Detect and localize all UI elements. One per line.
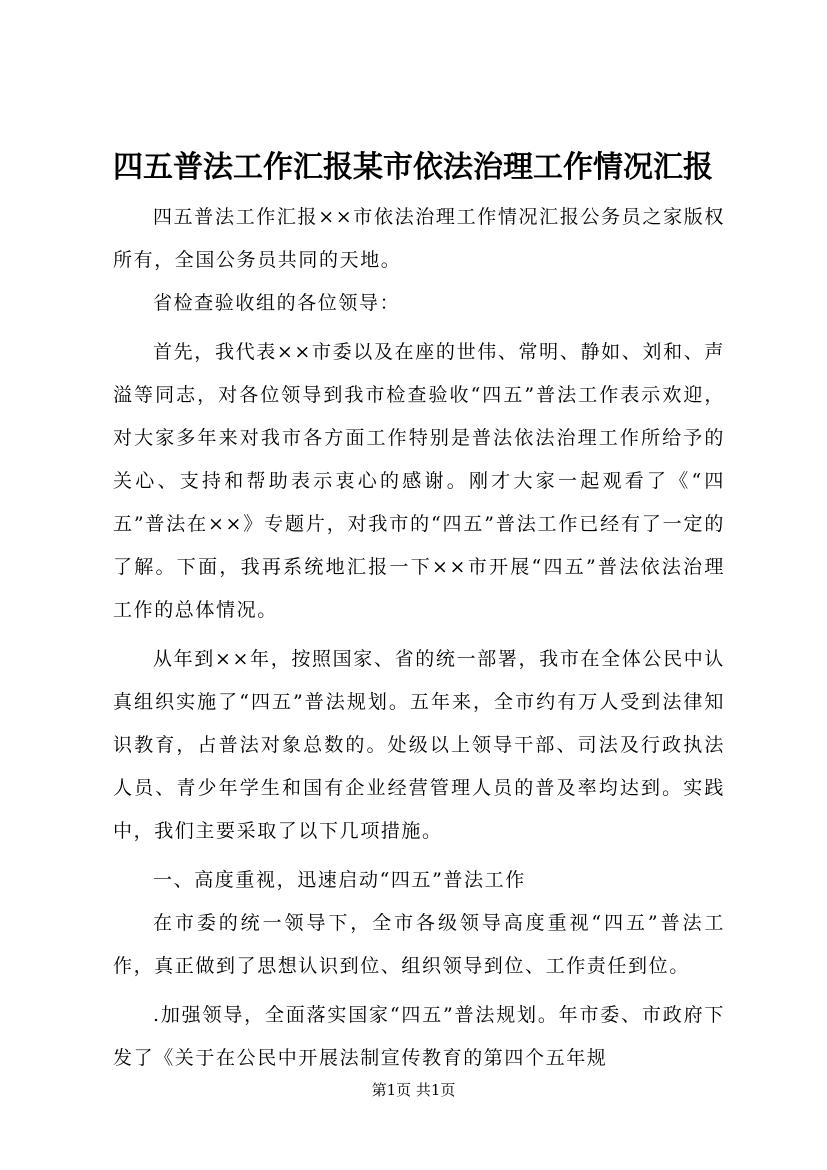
section-heading-one: 一、高度重视，迅速启动“四五”普法工作 bbox=[153, 869, 526, 891]
paragraph-intro: 四五普法工作汇报××市依法治理工作情况汇报公务员之家版权所有，全国公务员共同的天地。 bbox=[113, 206, 725, 271]
paragraph-welcome: 首先，我代表××市委以及在座的世伟、常明、静如、刘和、声溢等同志，对各位领导到我市检查验收“四五”普法工作表示欢迎，对大家多年来对我市各方面工作特别是普法依法治理工作所给予的关心、支持和帮助表示衷心的感谢。刚才大家一起观看了《“四五”普法在××》专题片，对我市的“四五”普法工作已经有了一定的了解。下面，我再系统地汇报一下××市开展“四五”普法依法治理工作的总体情况。 bbox=[113, 341, 725, 621]
document-body bbox=[113, 196, 725, 1086]
paragraph-overview: 从年到××年，按照国家、省的统一部署，我市在全体公民中认真组织实施了“四五”普法规划。五年来，全市约有万人受到法律知识教育，占普法对象总数的。处级以上领导干部、司法及行政执法人员、青少年学生和国有企业经营管理人员的普及率均达到。实践中，我们主要采取了以下几项措施。 bbox=[113, 648, 725, 842]
paragraph-leadership: 在市委的统一领导下，全市各级领导高度重视“四五”普法工作，真正做到了思想认识到位、组织领导到位、工作责任到位。 bbox=[113, 912, 725, 977]
paragraph-plan: .加强领导，全面落实国家“四五”普法规划。年市委、市政府下发了《关于在公民中开展法制宣传教育的第四个五年规 bbox=[113, 1004, 725, 1069]
page-number-footer: 第1页 共1页 bbox=[371, 1081, 456, 1099]
document-title: 四五普法工作汇报某市依法治理工作情况汇报 bbox=[113, 150, 713, 185]
paragraph-salutation: 省检查验收组的各位领导： bbox=[153, 292, 401, 314]
